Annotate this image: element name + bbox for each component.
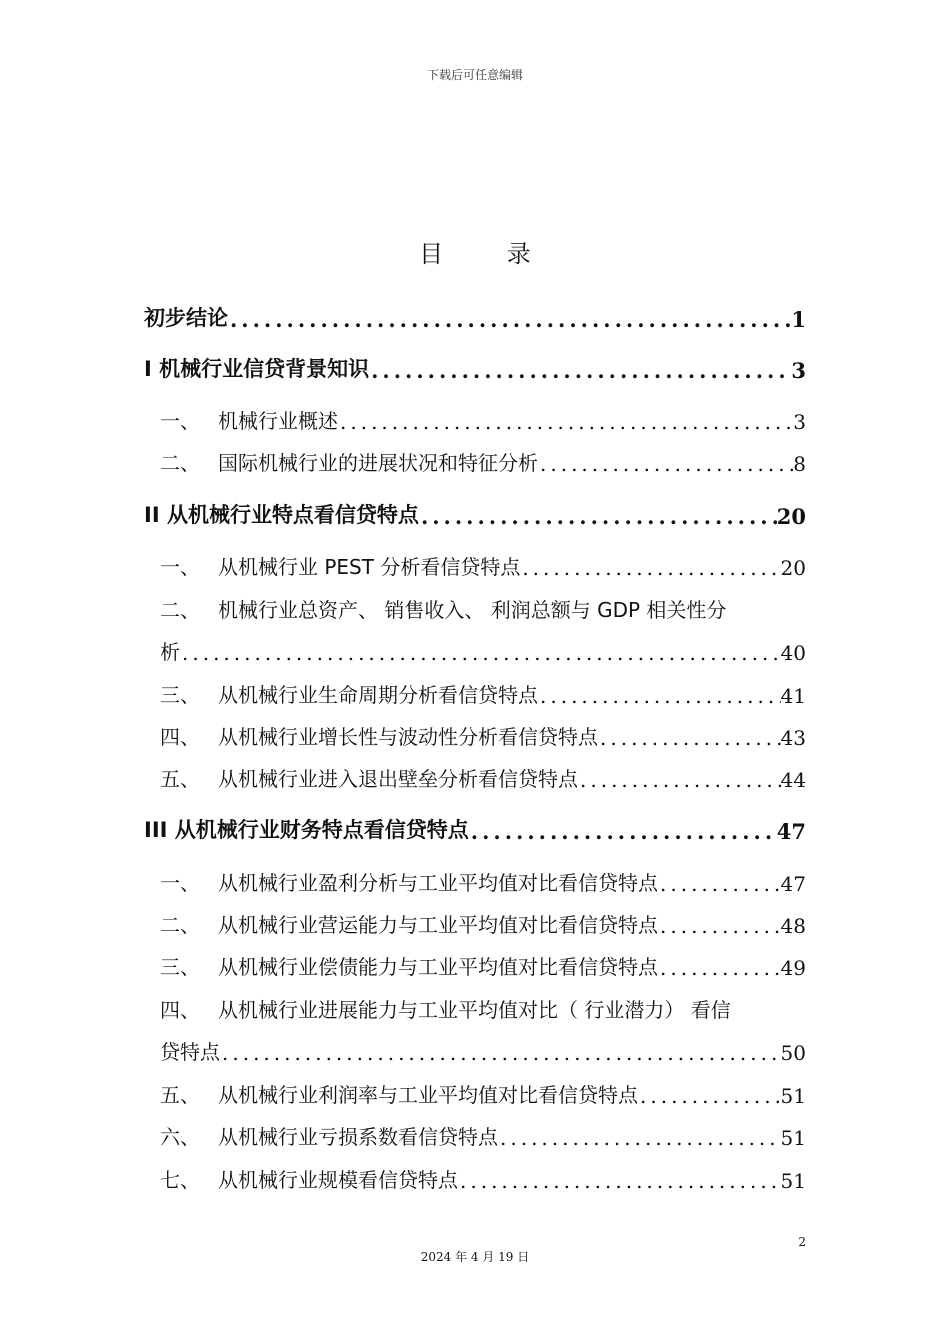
toc-entry-label: III 从机械行业财务特点看信贷特点: [144, 818, 469, 842]
toc-entry-label: 从机械行业营运能力与工业平均值对比看信贷特点: [218, 913, 658, 937]
toc-leader-dots: [180, 641, 781, 665]
toc-entry-number: 二、: [160, 598, 200, 622]
toc-entry-label: 从机械行业 PEST 分析看信贷特点: [218, 555, 521, 579]
toc-entry-3-4-continuation[interactable]: [144, 1035, 806, 1065]
toc-leader-dots: [228, 307, 791, 332]
toc-entry-3-7[interactable]: [144, 1163, 806, 1193]
toc-entry-3-4[interactable]: [144, 993, 806, 1023]
toc-entry-3-5[interactable]: [144, 1078, 806, 1108]
toc-entry-2-2[interactable]: [144, 593, 806, 623]
toc-entry-page: 3: [791, 358, 806, 383]
toc-entry-number: 一、: [160, 555, 200, 579]
toc-entry-page: 51: [780, 1084, 806, 1108]
toc-entry-1-1[interactable]: [144, 404, 806, 434]
toc-leader-dots: [498, 1126, 781, 1150]
toc-entry-page: 43: [780, 726, 806, 750]
toc-leader-dots: [638, 1084, 781, 1108]
toc-entry-label: 析: [160, 640, 180, 664]
toc-entry-2-1[interactable]: [144, 550, 806, 580]
toc-entry-label: II 从机械行业特点看信贷特点: [144, 503, 419, 527]
toc-leader-dots: [538, 452, 793, 476]
toc-entry-page: 3: [793, 410, 806, 434]
toc-leader-dots: [658, 956, 781, 980]
toc-entry-page: 50: [780, 1041, 806, 1065]
toc-entry-label: 从机械行业利润率与工业平均值对比看信贷特点: [218, 1083, 638, 1107]
toc-entry-page: 1: [791, 307, 806, 332]
toc-leader-dots: [520, 556, 780, 580]
toc-entry-label: 机械行业总资产、 销售收入、 利润总额与 GDP 相关性分: [218, 598, 727, 622]
toc-leader-dots: [338, 410, 793, 434]
toc-entry-label: 初步结论: [144, 306, 228, 330]
header-note: 下载后可任意编辑: [426, 68, 523, 82]
toc-entry-label: 从机械行业规模看信贷特点: [218, 1168, 458, 1192]
toc-entry-label: 国际机械行业的进展状况和特征分析: [218, 451, 538, 475]
toc-entry-2-4[interactable]: [144, 720, 806, 750]
toc-entry-2-3[interactable]: [144, 678, 806, 708]
toc-entry-label: 从机械行业进展能力与工业平均值对比（ 行业潜力） 看信: [218, 998, 731, 1022]
toc-entry-page: 20: [776, 504, 806, 529]
toc-entry-2-5[interactable]: [144, 762, 806, 792]
toc-entry-label: 从机械行业进入退出壁垒分析看信贷特点: [218, 767, 578, 791]
toc-entry-label: 从机械行业增长性与波动性分析看信贷特点: [218, 725, 598, 749]
toc-entry-2-2-continuation[interactable]: [144, 635, 806, 665]
toc-entry-number: 二、: [160, 913, 200, 937]
toc-entry-page: 48: [780, 914, 806, 938]
toc-leader-dots: [658, 872, 781, 896]
toc-entry-label: I 机械行业信贷背景知识: [144, 357, 370, 381]
toc-leader-dots: [469, 819, 777, 844]
toc-leader-dots: [220, 1041, 781, 1065]
toc-leader-dots: [458, 1169, 781, 1193]
toc-entry-number: 一、: [160, 871, 200, 895]
toc-leader-dots: [419, 504, 777, 529]
toc-leader-dots: [369, 358, 791, 383]
toc-entry-page: 40: [780, 641, 806, 665]
toc-leader-dots: [538, 684, 781, 708]
toc-leader-dots: [658, 914, 781, 938]
toc-entry-page: 47: [776, 819, 806, 844]
toc-entry-label: 贷特点: [160, 1040, 220, 1064]
toc-entry-page: 49: [780, 956, 806, 980]
footer-date: 2024 年 4 月 19 日: [420, 1250, 530, 1264]
page-number: 2: [798, 1235, 806, 1249]
toc-entry-number: 四、: [160, 998, 200, 1022]
toc-entry-page: 8: [793, 452, 806, 476]
toc-entry-number: 五、: [160, 1083, 200, 1107]
toc-entry-number: 二、: [160, 451, 200, 475]
toc-leader-dots: [598, 726, 781, 750]
toc-entry-chapter-3[interactable]: [144, 814, 806, 844]
toc-entry-page: 41: [780, 684, 806, 708]
toc-entry-number: 五、: [160, 767, 200, 791]
toc-entry-label: 从机械行业盈利分析与工业平均值对比看信贷特点: [218, 871, 658, 895]
toc-entry-number: 一、: [160, 409, 200, 433]
toc-entry-page: 51: [780, 1126, 806, 1150]
toc-entry-1-2[interactable]: [144, 446, 806, 476]
toc-entry-chapter-1[interactable]: [144, 353, 806, 383]
toc-title: 目 录: [419, 240, 559, 268]
toc-entry-3-2[interactable]: [144, 908, 806, 938]
toc-entry-chapter-2[interactable]: [144, 499, 806, 529]
toc-entry-3-1[interactable]: [144, 866, 806, 896]
toc-entry-page: 44: [780, 768, 806, 792]
toc-entry-page: 20: [780, 556, 806, 580]
toc-entry-3-6[interactable]: [144, 1120, 806, 1150]
toc-entry-label: 从机械行业亏损系数看信贷特点: [218, 1125, 498, 1149]
toc-entry-label: 机械行业概述: [218, 409, 338, 433]
toc-entry-number: 七、: [160, 1168, 200, 1192]
toc-entry-number: 四、: [160, 725, 200, 749]
toc-entry-label: 从机械行业偿债能力与工业平均值对比看信贷特点: [218, 955, 658, 979]
toc-entry-3-3[interactable]: [144, 950, 806, 980]
toc-entry-page: 47: [780, 872, 806, 896]
toc-entry-number: 三、: [160, 955, 200, 979]
toc-entry-label: 从机械行业生命周期分析看信贷特点: [218, 683, 538, 707]
toc-leader-dots: [578, 768, 781, 792]
toc-entry-number: 六、: [160, 1125, 200, 1149]
toc-entry-page: 51: [780, 1169, 806, 1193]
toc-entry-number: 三、: [160, 683, 200, 707]
toc-entry-conclusion[interactable]: [144, 302, 806, 332]
